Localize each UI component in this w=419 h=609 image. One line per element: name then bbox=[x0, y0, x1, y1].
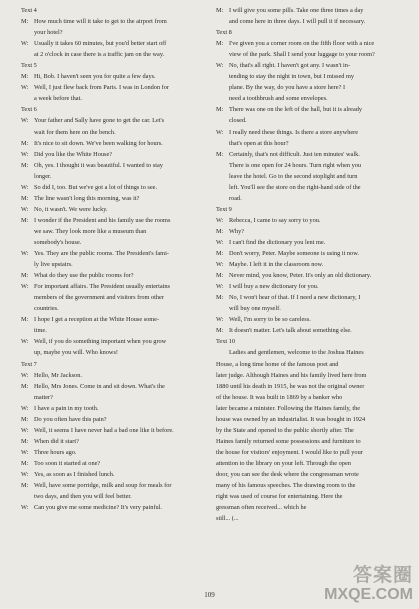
passage-line bbox=[216, 469, 401, 480]
dialogue-text: Hi, Bob. I haven't seen you for quite a few days. bbox=[34, 73, 156, 81]
line-text: Haines family returned some possessions and furniture to bbox=[216, 437, 361, 445]
dialogue-line bbox=[21, 314, 206, 325]
speaker-label: W: bbox=[21, 338, 29, 346]
left-column bbox=[21, 5, 206, 513]
line-text: door, you can see the desk where the congressman wrote bbox=[216, 470, 359, 478]
dialogue-text: Well, if you do something important when you grow bbox=[34, 338, 167, 346]
dialogue-text: It doesn't matter. Let's talk about something else. bbox=[229, 327, 352, 335]
dialogue-text: Your father and Sally have gone to get the car. Let's bbox=[34, 117, 165, 125]
speaker-label: M: bbox=[21, 194, 29, 202]
continuation-line bbox=[216, 171, 401, 182]
dialogue-line bbox=[21, 71, 206, 82]
speaker-label: M: bbox=[21, 459, 29, 467]
section-heading bbox=[216, 204, 401, 215]
line-text: right was used of course for entertaining. Here the bbox=[216, 493, 343, 501]
dialogue-line bbox=[21, 469, 206, 480]
dialogue-text: Hello, Mrs Jones. Come in and sit down. What's the bbox=[34, 382, 165, 390]
dialogue-text: Yes. They are the public rooms. The President's fami- bbox=[34, 250, 169, 258]
continuation-line bbox=[21, 303, 206, 314]
line-text: up, maybe you will. Who knows! bbox=[34, 349, 119, 357]
speaker-label: W: bbox=[216, 216, 224, 224]
dialogue-text: Oh, yes. I thought it was beautiful. I wanted to stay bbox=[34, 161, 163, 169]
right-column bbox=[216, 5, 401, 524]
continuation-line bbox=[216, 160, 401, 171]
dialogue-line bbox=[21, 502, 206, 513]
speaker-label: W: bbox=[216, 128, 224, 136]
line-text: that's open at this hour? bbox=[229, 139, 289, 147]
dialogue-text: I will give you some pills. Take one three times a day bbox=[229, 7, 364, 14]
dialogue-text: What do they use the public rooms for? bbox=[34, 272, 134, 280]
line-text: closed. bbox=[229, 117, 247, 125]
continuation-line bbox=[21, 237, 206, 248]
dialogue-text: I've given you a corner room on the fifth floor with a nice bbox=[229, 40, 375, 48]
continuation-line bbox=[21, 27, 206, 38]
dialogue-line bbox=[216, 149, 401, 160]
continuation-line bbox=[21, 171, 206, 182]
line-text: ly live upstairs. bbox=[34, 261, 73, 269]
section-heading-text: Text 8 bbox=[216, 29, 232, 37]
line-text: by the State and opened to the public shortly after. The bbox=[216, 426, 354, 434]
line-text: Ladies and gentlemen, welcome to the Joshua Haines bbox=[229, 349, 364, 357]
page-number: 109 bbox=[204, 591, 215, 599]
dialogue-text: Well, it seems I have never had a bad one like it before. bbox=[34, 426, 174, 434]
line-text: two days, and then you will feel better. bbox=[34, 493, 132, 501]
passage-line bbox=[216, 381, 401, 392]
dialogue-line bbox=[21, 480, 206, 491]
dialogue-text: Rebecca, I came to say sorry to you. bbox=[229, 216, 321, 224]
passage-line bbox=[216, 425, 401, 436]
continuation-line bbox=[21, 325, 206, 336]
line-text: left. You'll see the store on the right-hand side of the bbox=[229, 183, 361, 191]
speaker-label: M: bbox=[216, 106, 224, 114]
passage-line bbox=[216, 458, 401, 469]
dialogue-line bbox=[216, 325, 401, 336]
dialogue-line bbox=[216, 5, 401, 16]
speaker-label: W: bbox=[216, 62, 224, 70]
dialogue-text: Do you often have this pain? bbox=[34, 415, 107, 423]
dialogue-line bbox=[216, 281, 401, 292]
dialogue-text: I wonder if the President and his family use the rooms bbox=[34, 216, 171, 224]
speaker-label: M: bbox=[216, 294, 224, 302]
dialogue-text: Three hours ago. bbox=[34, 448, 77, 456]
passage-line bbox=[216, 513, 401, 524]
speaker-label: M: bbox=[21, 139, 29, 147]
line-text: still... (... bbox=[216, 515, 239, 523]
dialogue-line bbox=[21, 270, 206, 281]
speaker-label: M: bbox=[21, 18, 29, 26]
dialogue-text: Usually it takes 60 minutes, but you'd better start off bbox=[34, 40, 167, 48]
line-text: attention to the library on your left. Through the open bbox=[216, 459, 351, 467]
section-heading bbox=[216, 336, 401, 347]
speaker-label: W: bbox=[21, 40, 29, 48]
dialogue-text: Why? bbox=[229, 227, 245, 235]
continuation-line bbox=[21, 226, 206, 237]
dialogue-text: Certainly, that's not difficult. Just ten minutes' walk. bbox=[229, 150, 360, 158]
line-text: wait for them here on the bench. bbox=[34, 128, 116, 136]
dialogue-line bbox=[21, 204, 206, 215]
dialogue-line bbox=[21, 160, 206, 171]
speaker-label: W: bbox=[21, 426, 29, 434]
dialogue-line bbox=[216, 215, 401, 226]
continuation-line bbox=[216, 138, 401, 149]
dialogue-line bbox=[216, 237, 401, 248]
dialogue-line bbox=[216, 248, 401, 259]
dialogue-text: How much time will it take to get to the airport from bbox=[34, 18, 167, 26]
line-text: matter? bbox=[34, 393, 53, 401]
dialogue-text: Well, I just flew back from Paris. I was in London for bbox=[34, 84, 170, 92]
continuation-line bbox=[216, 115, 401, 126]
speaker-label: M: bbox=[216, 327, 224, 335]
continuation-line bbox=[21, 292, 206, 303]
speaker-label: M: bbox=[21, 482, 29, 490]
dialogue-line bbox=[21, 414, 206, 425]
dialogue-text: Too soon it started at one? bbox=[34, 459, 101, 467]
dialogue-text: It's nice to sit down. We've been walking for hours. bbox=[34, 139, 163, 147]
speaker-label: M: bbox=[21, 73, 29, 81]
watermark-domain: MXQE.COM bbox=[324, 586, 413, 603]
continuation-line bbox=[216, 347, 401, 358]
line-text: later judge. Although Haines and his family lived here from bbox=[216, 371, 367, 379]
dialogue-text: I really need these things. Is there a store anywhere bbox=[229, 128, 359, 136]
dialogue-text: When did it start? bbox=[34, 437, 79, 445]
continuation-line bbox=[21, 49, 206, 60]
dialogue-text: I can't find the dictionary you lent me. bbox=[229, 238, 326, 246]
section-heading bbox=[216, 27, 401, 38]
dialogue-text: I will buy a new dictionary for you. bbox=[229, 283, 319, 291]
speaker-label: W: bbox=[21, 470, 29, 478]
line-text: plane. By the way, do you have a store here? I bbox=[229, 84, 346, 92]
line-text: your hotel? bbox=[34, 29, 63, 37]
line-text: somebody's house. bbox=[34, 238, 82, 246]
dialogue-line bbox=[216, 127, 401, 138]
speaker-label: M: bbox=[21, 216, 29, 224]
continuation-line bbox=[21, 392, 206, 403]
line-text: gressman often received... which he bbox=[216, 504, 307, 512]
section-heading bbox=[21, 5, 206, 16]
section-heading-text: Text 9 bbox=[216, 205, 232, 213]
dialogue-text: Don't worry, Peter. Maybe someone is using it now. bbox=[229, 250, 359, 258]
section-heading-text: Text 10 bbox=[216, 338, 235, 346]
line-text: road. bbox=[229, 194, 242, 202]
continuation-line bbox=[21, 93, 206, 104]
passage-line bbox=[216, 436, 401, 447]
line-text: house was owned by an industrialist. It was bought in 1924 bbox=[216, 415, 366, 423]
speaker-label: W: bbox=[21, 283, 29, 291]
continuation-line bbox=[216, 82, 401, 93]
dialogue-text: No, that's all right. I haven't got any. I wasn't in- bbox=[229, 62, 351, 70]
speaker-label: W: bbox=[21, 404, 29, 412]
line-text: the house for visitors' enjoyment. I would like to pull your bbox=[216, 448, 363, 456]
continuation-line bbox=[216, 193, 401, 204]
dialogue-line bbox=[21, 38, 206, 49]
line-text: There is one open for 24 hours. Turn right when you bbox=[229, 161, 362, 169]
dialogue-line bbox=[216, 292, 401, 303]
watermark-logo bbox=[324, 566, 413, 603]
dialogue-line bbox=[21, 403, 206, 414]
passage-line bbox=[216, 403, 401, 414]
dialogue-line bbox=[21, 425, 206, 436]
dialogue-line bbox=[216, 259, 401, 270]
line-text: leave the hotel. Go to the second stoplight and turn bbox=[229, 172, 358, 180]
passage-line bbox=[216, 359, 401, 370]
speaker-label: M: bbox=[21, 382, 29, 390]
speaker-label: W: bbox=[21, 371, 29, 379]
line-text: we saw. They look more like a museum than bbox=[34, 227, 147, 235]
continuation-line bbox=[21, 259, 206, 270]
speaker-label: M: bbox=[21, 161, 29, 169]
line-text: time. bbox=[34, 327, 47, 335]
line-text: countries. bbox=[34, 305, 59, 313]
section-heading-text: Text 7 bbox=[21, 360, 37, 368]
dialogue-line bbox=[21, 149, 206, 160]
speaker-label: W: bbox=[216, 261, 224, 269]
continuation-line bbox=[216, 303, 401, 314]
passage-line bbox=[216, 392, 401, 403]
line-text: later became a minister. Following the Haines family, the bbox=[216, 404, 361, 412]
speaker-label: W: bbox=[216, 238, 224, 246]
line-text: a week before that. bbox=[34, 95, 82, 103]
line-text: members of the government and visitors from other bbox=[34, 294, 164, 302]
line-text: longer. bbox=[34, 172, 52, 180]
section-heading-text: Text 6 bbox=[21, 106, 37, 114]
dialogue-text: I hope I get a reception at the White House some- bbox=[34, 316, 160, 324]
dialogue-text: The line wasn't long this morning, was it? bbox=[34, 194, 140, 202]
speaker-label: W: bbox=[21, 117, 29, 125]
passage-line bbox=[216, 480, 401, 491]
dialogue-text: There was one on the left of the hall, but it is already bbox=[229, 106, 363, 114]
dialogue-line bbox=[21, 447, 206, 458]
dialogue-text: Can you give me some medicine? It's very painful. bbox=[34, 504, 162, 512]
line-text: view of the park. Shall I send your luggage to your room? bbox=[229, 51, 375, 59]
continuation-line bbox=[216, 182, 401, 193]
speaker-label: M: bbox=[216, 150, 224, 158]
continuation-line bbox=[216, 93, 401, 104]
passage-line bbox=[216, 491, 401, 502]
passage-line bbox=[216, 447, 401, 458]
continuation-line bbox=[21, 491, 206, 502]
section-heading-text: Text 4 bbox=[21, 7, 37, 14]
speaker-label: M: bbox=[216, 250, 224, 258]
dialogue-line bbox=[216, 38, 401, 49]
speaker-label: M: bbox=[216, 227, 224, 235]
speaker-label: W: bbox=[21, 250, 29, 258]
dialogue-text: So did I, too. But we've got a lot of things to see. bbox=[34, 183, 158, 191]
section-heading bbox=[21, 359, 206, 370]
section-heading-text: Text 5 bbox=[21, 62, 37, 70]
continuation-line bbox=[21, 127, 206, 138]
dialogue-text: Yes, as soon as I finished lunch. bbox=[34, 470, 115, 478]
passage-line bbox=[216, 370, 401, 381]
speaker-label: M: bbox=[21, 415, 29, 423]
dialogue-text: For important affairs. The President usually entertains bbox=[34, 283, 170, 291]
dialogue-line bbox=[21, 336, 206, 347]
speaker-label: W: bbox=[21, 84, 29, 92]
speaker-label: M: bbox=[216, 7, 224, 14]
speaker-label: W: bbox=[21, 448, 29, 456]
dialogue-line bbox=[21, 16, 206, 27]
continuation-line bbox=[216, 16, 401, 27]
speaker-label: M: bbox=[21, 437, 29, 445]
dialogue-text: Maybe. I left it in the classroom now. bbox=[229, 261, 324, 269]
section-heading bbox=[21, 104, 206, 115]
dialogue-line bbox=[21, 381, 206, 392]
line-text: of the house. It was built in 1869 by a banker who bbox=[216, 393, 343, 401]
dialogue-text: Well, have some porridge, milk and soup for meals for bbox=[34, 482, 172, 490]
dialogue-line bbox=[21, 248, 206, 259]
dialogue-text: Well, I'm sorry to be so careless. bbox=[229, 316, 311, 324]
line-text: 1880 until his death in 1915, he was not the original owner bbox=[216, 382, 365, 390]
dialogue-text: Hello, Mr Jackson. bbox=[34, 371, 82, 379]
speaker-label: M: bbox=[216, 40, 224, 48]
dialogue-line bbox=[21, 458, 206, 469]
speaker-label: W: bbox=[21, 504, 29, 512]
speaker-label: W: bbox=[216, 283, 224, 291]
dialogue-line bbox=[216, 226, 401, 237]
line-text: at 2 o'clock in case there is a traffic jam on the way. bbox=[34, 51, 165, 59]
dialogue-line bbox=[21, 193, 206, 204]
speaker-label: M: bbox=[21, 272, 29, 280]
dialogue-text: Did you like the White House? bbox=[34, 150, 113, 158]
dialogue-text: No, I won't hear of that. If I need a new dictionary, I bbox=[229, 294, 361, 302]
dialogue-line bbox=[21, 115, 206, 126]
line-text: will buy one myself. bbox=[229, 305, 281, 313]
speaker-label: M: bbox=[216, 272, 224, 280]
dialogue-line bbox=[21, 138, 206, 149]
dialogue-line bbox=[216, 314, 401, 325]
speaker-label: M: bbox=[21, 316, 29, 324]
continuation-line bbox=[216, 49, 401, 60]
dialogue-line bbox=[21, 370, 206, 381]
dialogue-line bbox=[21, 215, 206, 226]
dialogue-line bbox=[21, 182, 206, 193]
dialogue-text: No, it wasn't. We were lucky. bbox=[34, 205, 108, 213]
line-text: many of his famous speeches. The drawing room to the bbox=[216, 482, 356, 490]
speaker-label: W: bbox=[21, 183, 29, 191]
dialogue-text: Never mind, you know, Peter. It's only an old dictionary. bbox=[229, 272, 372, 280]
speaker-label: W: bbox=[21, 150, 29, 158]
dialogue-line bbox=[21, 281, 206, 292]
passage-line bbox=[216, 414, 401, 425]
dialogue-line bbox=[216, 60, 401, 71]
line-text: tending to stay the night in town, but I missed my bbox=[229, 73, 355, 81]
dialogue-line bbox=[21, 436, 206, 447]
dialogue-line bbox=[216, 104, 401, 115]
speaker-label: W: bbox=[21, 205, 29, 213]
dialogue-line bbox=[21, 82, 206, 93]
speaker-label: W: bbox=[216, 316, 224, 324]
continuation-line bbox=[216, 71, 401, 82]
dialogue-line bbox=[216, 270, 401, 281]
dialogue-text: I have a pain in my tooth. bbox=[34, 404, 99, 412]
line-text: need a toothbrush and some envelopes. bbox=[229, 95, 328, 103]
section-heading bbox=[21, 60, 206, 71]
watermark-badge: 答案圈 bbox=[352, 565, 413, 586]
line-text: and come here in three days. I will pull it if necessary. bbox=[229, 18, 366, 26]
line-text: House, a long time home of the famous poet and bbox=[216, 360, 339, 368]
passage-line bbox=[216, 502, 401, 513]
continuation-line bbox=[21, 347, 206, 358]
